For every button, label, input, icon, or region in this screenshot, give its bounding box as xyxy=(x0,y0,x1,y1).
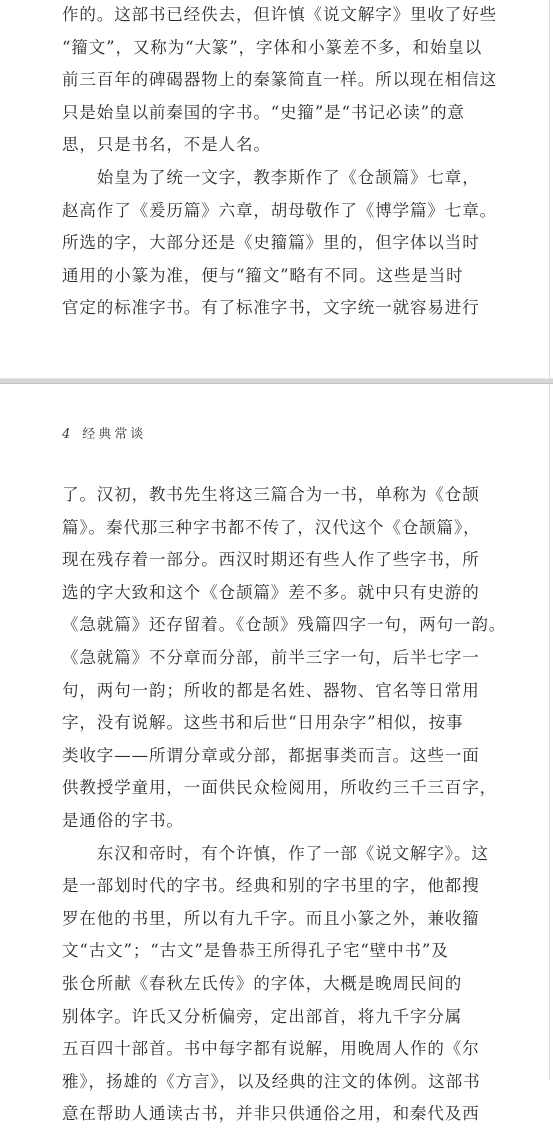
lower-page-body xyxy=(62,479,507,1131)
text-line: 《急就篇》还存留着。《仓颉》残篇四字一句，两句一韵。 xyxy=(62,615,507,635)
page-number: 4 xyxy=(62,427,71,442)
text-line: 始皇为了统一文字，教李斯作了《仓颉篇》七章， xyxy=(62,167,480,187)
upper-book-page xyxy=(0,0,553,378)
text-line: 东汉和帝时，有个许慎，作了一部《说文解字》。这 xyxy=(62,843,489,863)
text-line: 官定的标准字书。有了标准字书，文字统一就容易进行 xyxy=(62,298,480,318)
text-line: 通用的小篆为准，便与“籀文”略有不同。这些是当时 xyxy=(62,265,464,285)
text-line: 只是始皇以前秦国的字书。“史籀”是“书记必读”的意 xyxy=(62,102,465,122)
paragraph-written-scripts xyxy=(62,0,497,162)
text-line: 别体字。许氏又分析偏旁，定出部首，将九千字分属 xyxy=(62,1006,463,1026)
text-line: 句，两句一韵；所收的都是名姓、器物、官名等日常用 xyxy=(62,680,480,700)
paragraph-han-primers xyxy=(62,479,507,838)
text-line: 供教授学童用，一面供民众检阅用，所收约三千三百字， xyxy=(62,778,497,798)
paragraph-shuowen-jiezi xyxy=(62,838,494,1131)
text-line: 罗在他的书里，所以有九千字。而且小篆之外，兼收籀 xyxy=(62,908,480,928)
text-line: 前三百年的碑碣器物上的秦篆简直一样。所以现在相信这 xyxy=(62,70,497,90)
text-line: “籀文”，又称为“大篆”，字体和小篆差不多，和始皇以 xyxy=(62,37,483,57)
text-line: 选的字大致和这个《仓颉篇》差不多。就中只有史游的 xyxy=(62,582,480,602)
text-line: 了。汉初，教书先生将这三篇合为一书，单称为《仓颉 xyxy=(62,485,480,504)
text-line: 雅》，扬雄的《方言》，以及经典的注文的体例。这部书 xyxy=(62,1071,481,1091)
text-line: 《急就篇》不分章而分部，前半三字一句，后半七字一 xyxy=(62,647,480,667)
text-line: 作的。这部书已经佚去，但许慎《说文解字》里收了好些 xyxy=(62,5,497,24)
text-line: 篇》。秦代那三种字书都不传了，汉代这个《仓颉篇》， xyxy=(62,517,481,537)
text-line: 张仓所献《春秋左氏传》的字体，大概是晚周民间的 xyxy=(62,973,463,993)
text-line: 是一部划时代的字书。经典和别的字书里的字，他都搜 xyxy=(62,876,480,896)
upper-page-body xyxy=(62,0,497,325)
lower-book-page xyxy=(0,384,553,1124)
book-title: 经典常谈 xyxy=(82,427,147,442)
text-line: 赵高作了《爰历篇》六章，胡母敬作了《博学篇》七章。 xyxy=(62,200,497,220)
paragraph-qin-unification xyxy=(62,162,497,325)
page-edge xyxy=(549,384,550,1080)
page-edge xyxy=(549,0,550,378)
running-header xyxy=(62,423,146,442)
text-line: 文“古文”；“古文”是鲁恭王所得孔子宅“壁中书”及 xyxy=(62,941,449,961)
text-line: 所选的字，大部分还是《史籀篇》里的，但字体以当时 xyxy=(62,233,480,253)
text-line: 五百四十部首。书中每字都有说解，用晚周人作的《尔 xyxy=(62,1039,480,1059)
text-line: 现在残存着一部分。西汉时期还有些人作了些字书，所 xyxy=(62,550,480,570)
text-line: 是通俗的字书。 xyxy=(62,810,184,830)
text-line: 思，只是书名，不是人名。 xyxy=(62,135,271,155)
text-line: 意在帮助人通读古书，并非只供通俗之用，和秦代及西 xyxy=(62,1104,480,1124)
text-line: 类收字——所谓分章或分部，都据事类而言。这些一面 xyxy=(62,745,480,765)
text-line: 字，没有说解。这些书和后世“日用杂字”相似，按事 xyxy=(62,713,464,733)
